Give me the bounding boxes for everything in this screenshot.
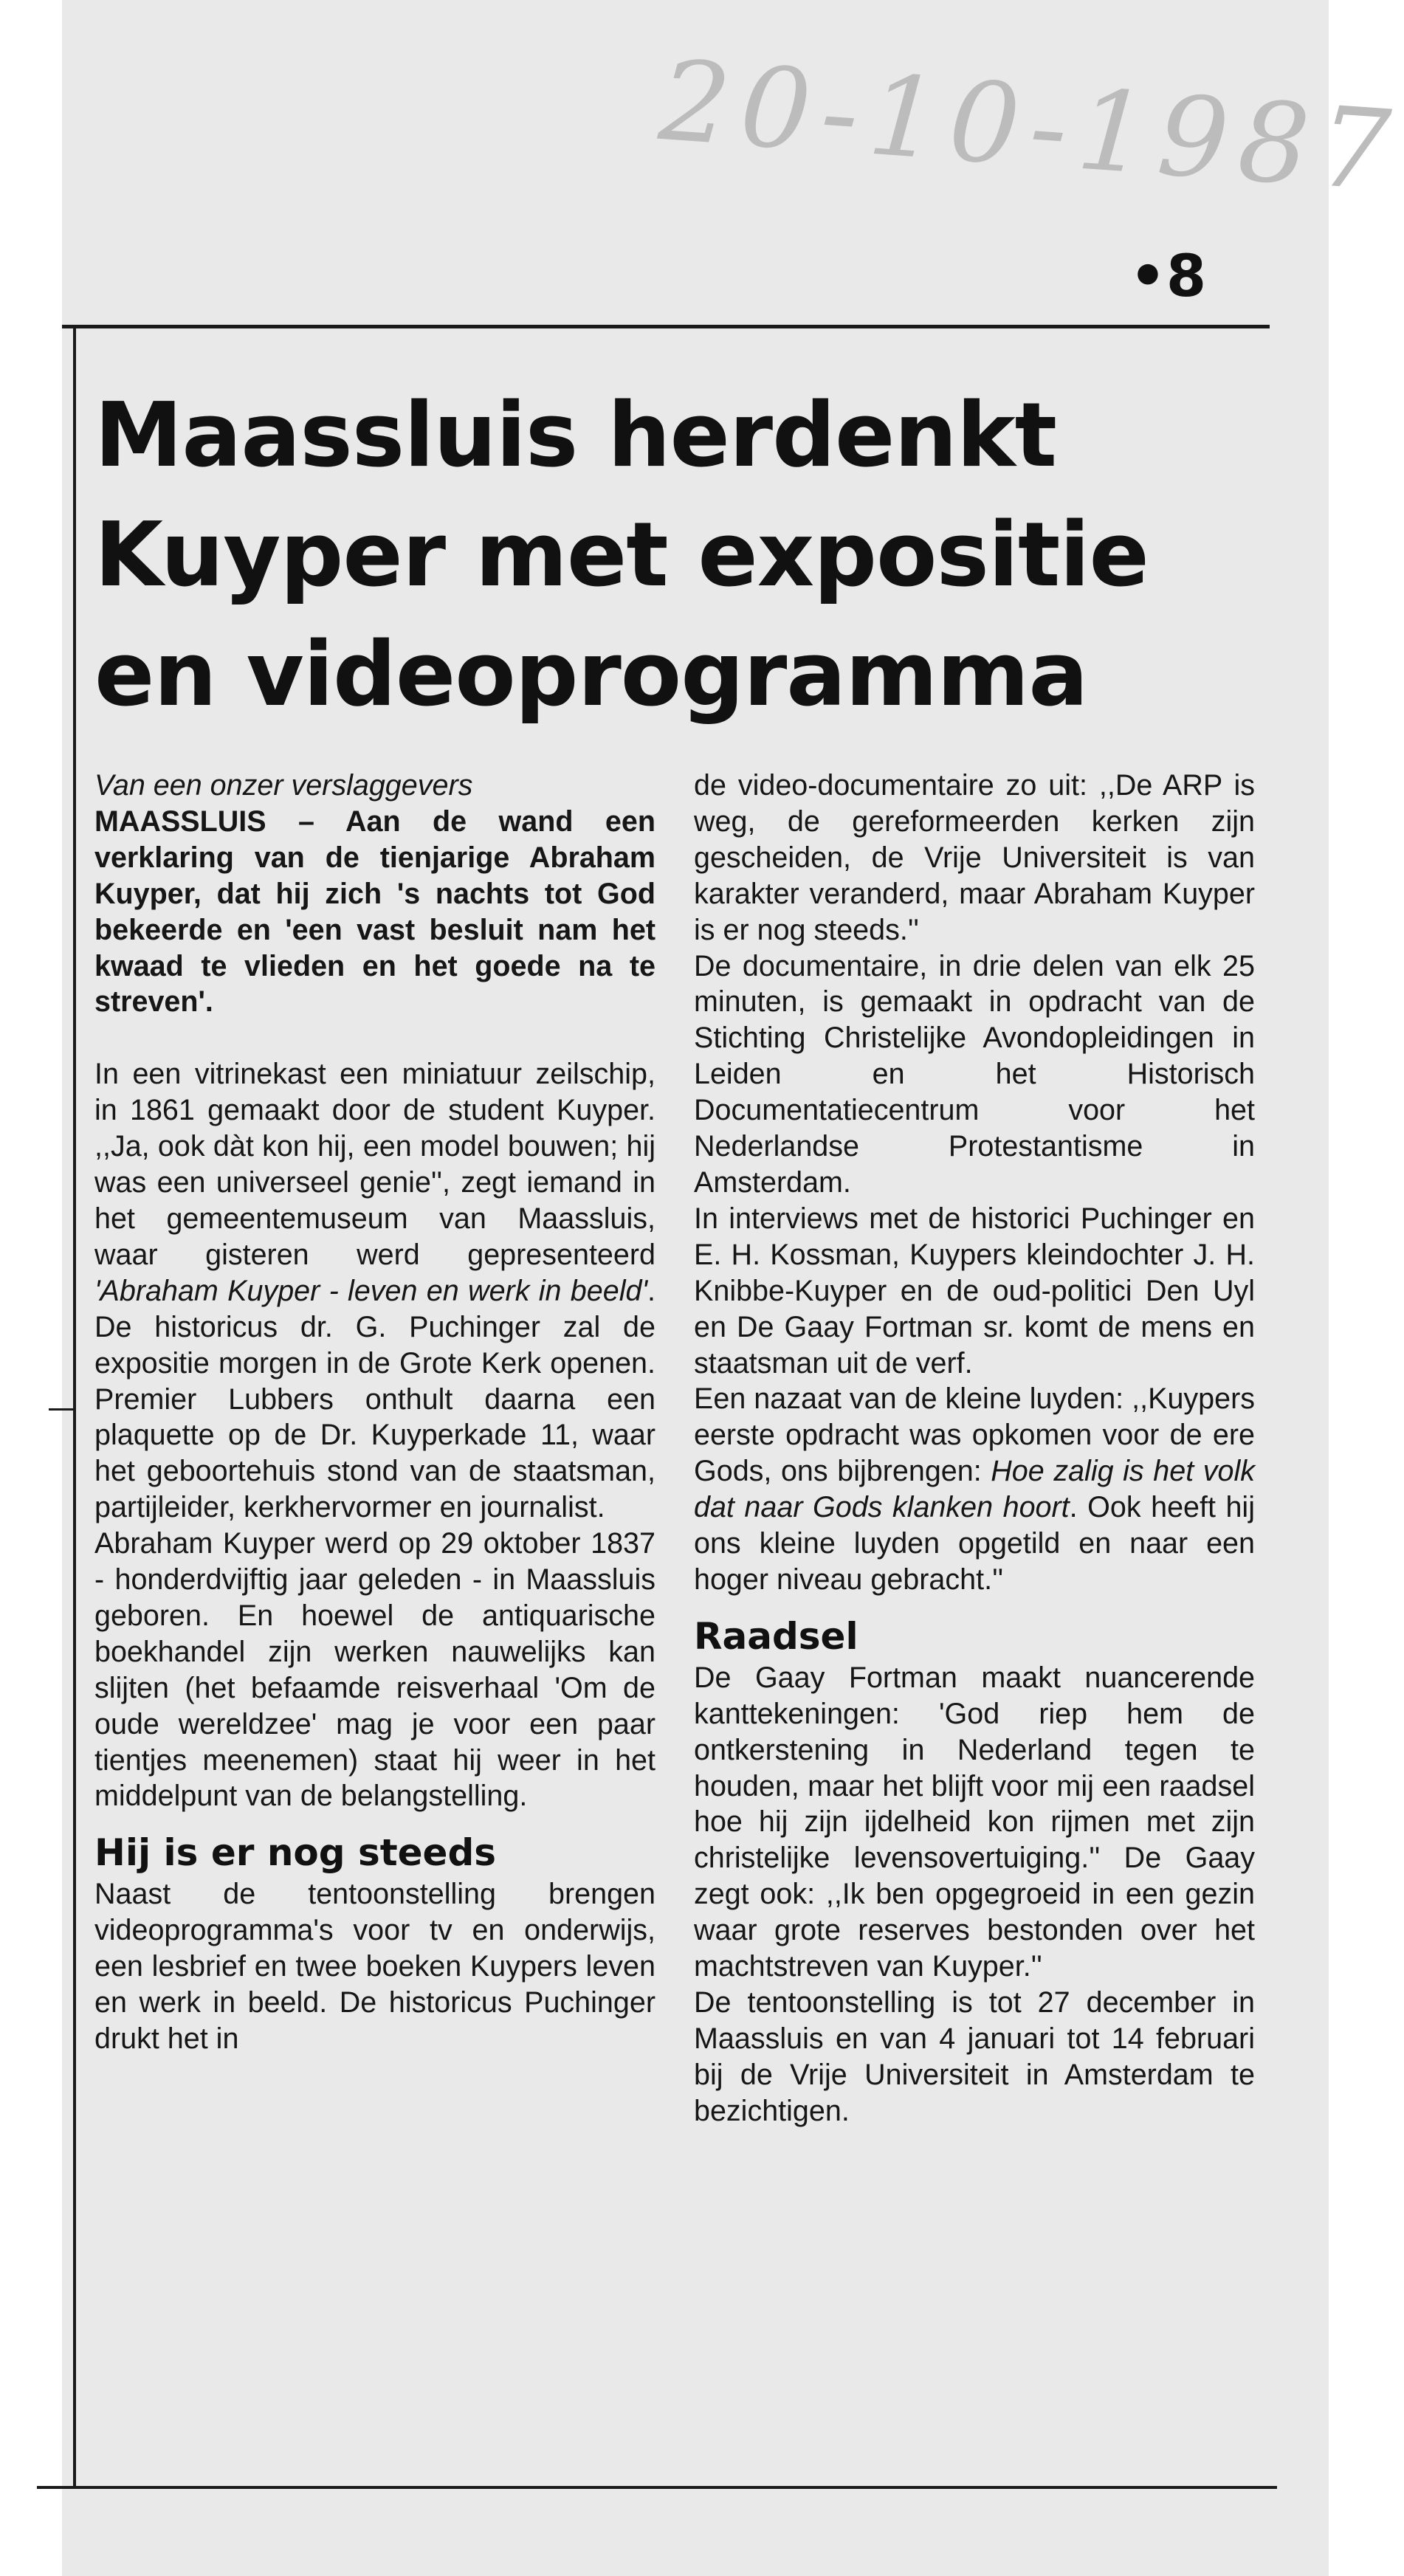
paragraph: Abraham Kuyper werd op 29 oktober 1837 - honderdvijftig jaar geleden - in Maassluis geboren. En hoewel de antiquarische boekhandel zijn werken nauwelijks kan slijten (het befaamde reisverhaal 'Om de oude wereldzee' mag je voor een paar tientjes meenemen) staat hij weer in het middelpunt van de belangstelling.: [94, 1527, 655, 1813]
headline: [94, 376, 1276, 735]
paragraph-gap: [94, 1020, 655, 1056]
dateline: MAASSLUIS: [94, 805, 266, 838]
paragraph: De tentoonstelling is tot 27 december in Maassluis en van 4 januari tot 14 februari bij de Vrije Universiteit in Amsterdam te bezichtigen.: [694, 1986, 1255, 2127]
headline-line-2: Kuyper met expositie: [94, 504, 1149, 607]
bottom-rule: [37, 2486, 1277, 2489]
subhead: Raadsel: [694, 1614, 858, 1658]
article-column-right: [694, 768, 1255, 2129]
paragraph: De Gaay Fortman maakt nuancerende kanttekeningen: 'God riep hem de ontkerstening in Nederland tegen te houden, maar het blijft voor mij een raadsel hoe hij zijn ijdelheid kon rijmen met zijn christelijke levensovertuiging.'' De Gaay zegt ook: ,,Ik ben opgegroeid in een gezin waar grote reserves bestonden over het machtstreven van Kuyper.'': [694, 1661, 1255, 1983]
paragraph: [94, 1876, 655, 2057]
paragraph-text: Een nazaat van de kleine luyden: ,,Kuypers eerste opdracht was opkomen voor de ere Gods, ons bijbrengen:: [694, 1382, 1255, 1488]
paragraph: In interviews met de historici Puchinger en E. H. Kossman, Kuypers kleindochter J. H. Knibbe-Kuyper en de oud-politici Den Uyl en De Gaay Fortman sr. komt de mens en staatsman uit de verf.: [694, 1202, 1255, 1380]
headline-line-1: Maassluis herdenkt: [94, 385, 1056, 487]
headline-line-3: en videoprogramma: [94, 624, 1088, 726]
psalm-quote: Hoe zalig is het volk dat naar Gods klanken hoort: [694, 1455, 1255, 1524]
paragraph-text: . De historicus dr. G. Puchinger zal de expositie morgen in de Grote Kerk openen. Premier Lubbers onthult daarna een plaquette op de Dr. Kuyperkade 11, waar het geboortehuis stond van de staatsman, partijleider, kerkhervormer en journalist.: [94, 1274, 655, 1524]
subhead: Hij is er nog steeds: [94, 1831, 496, 1875]
article-column-left: [94, 768, 655, 2057]
lead-paragraph: [94, 804, 655, 1020]
paragraph: [94, 1056, 655, 1526]
page-number: •8: [1129, 244, 1207, 310]
paragraph-text: In een vitrinekast een miniatuur zeilschip, in 1861 gemaakt door de student Kuyper. ,,Ja, ook dàt kon hij, een model bouwen; hij was een universeel genie'', zegt iemand in het gemeentemuseum van Maassluis, waar gisteren werd gepresenteerd: [94, 1058, 655, 1271]
paragraph-text: . Ook heeft hij ons kleine luyden opgetild en naar een hoger niveau gebracht.'': [694, 1491, 1255, 1596]
margin-tick: [49, 1408, 74, 1411]
byline: Van een onzer verslaggevers: [94, 769, 473, 802]
lead-text: – Aan de wand een verklaring van de tienjarige Abraham Kuyper, dat hij zich 's nachts tot God bekeerde en 'een vast besluit nam het kwaad te vlieden en het goede na te streven'.: [94, 805, 655, 1019]
paragraph-text: Naast de tentoonstelling brengen videoprogramma's voor tv en onderwijs, een lesbrief en twee boeken Kuypers leven en werk in beeld. De historicus Puchinger drukt het in: [94, 1878, 655, 2055]
paragraph-continued: de video-documentaire zo uit: ,,De ARP is weg, de gereformeerden kerken zijn gescheiden, de Vrije Universiteit is van karakter veranderd, maar Abraham Kuyper is er nog steeds.'': [694, 769, 1255, 946]
handwritten-date: 20-10-1987: [655, 37, 1404, 217]
top-rule: [62, 325, 1270, 328]
exhibition-title: 'Abraham Kuyper - leven en werk in beeld': [94, 1274, 648, 1307]
paragraph: De documentaire, in drie delen van elk 25 minuten, is gemaakt in opdracht van de Stichting Christelijke Avondopleidingen in Leiden en het Historisch Documentatiecentrum voor het Nederlandse Protestantisme in Amsterdam.: [694, 949, 1255, 1199]
paragraph: [694, 1381, 1255, 1597]
